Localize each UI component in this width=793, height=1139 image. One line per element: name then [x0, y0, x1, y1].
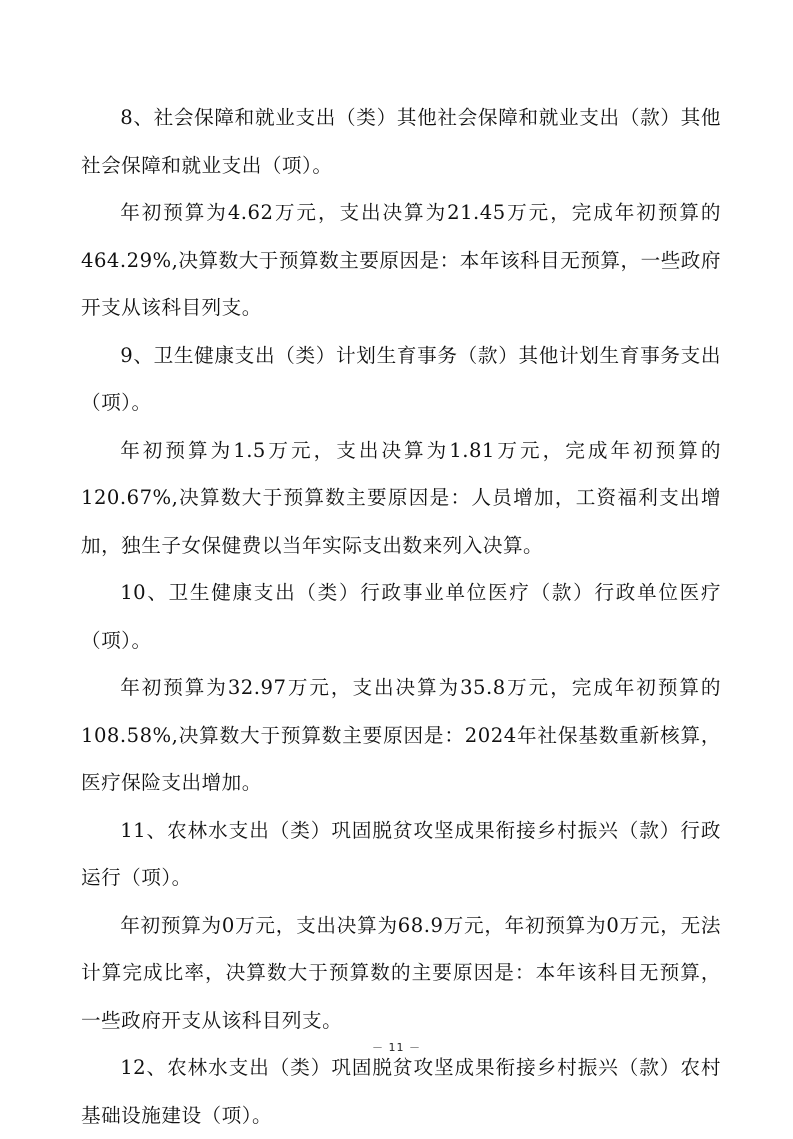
paragraph-item-8-body: 年初预算为4.62万元，支出决算为21.45万元，完成年初预算的464.29%,决算数大于预算数主要原因是：本年该科目无预算，一些政府开支从该科目列支。	[81, 201, 721, 319]
paragraph-item-9-heading: 9、卫生健康支出（类）计划生育事务（款）其他计划生育事务支出（项）。	[81, 343, 721, 414]
paragraph-item-11-heading: 11、农林水支出（类）巩固脱贫攻坚成果衔接乡村振兴（款）行政运行（项）。	[81, 818, 721, 889]
page-number: － 11 －	[372, 1041, 421, 1054]
paragraph-item-8-heading: 8、社会保障和就业支出（类）其他社会保障和就业支出（款）其他社会保障和就业支出（项）。	[81, 106, 721, 177]
paragraph-item-10-body: 年初预算为32.97万元，支出决算为35.8万元，完成年初预算的108.58%,决算数大于预算数主要原因是：2024年社保基数重新核算，医疗保险支出增加。	[81, 676, 721, 794]
paragraph-item-10-heading: 10、卫生健康支出（类）行政事业单位医疗（款）行政单位医疗（项）。	[81, 581, 721, 652]
document-body	[81, 94, 721, 1139]
paragraph-item-12-heading: 12、农林水支出（类）巩固脱贫攻坚成果衔接乡村振兴（款）农村基础设施建设（项）。	[81, 1056, 721, 1127]
paragraph-item-9-body: 年初预算为1.5万元，支出决算为1.81万元，完成年初预算的120.67%,决算数大于预算数主要原因是：人员增加，工资福利支出增加，独生子女保健费以当年实际支出数来列入决算。	[81, 438, 721, 557]
paragraph-item-11-body: 年初预算为0万元，支出决算为68.9万元，年初预算为0万元，无法计算完成比率，决算数大于预算数的主要原因是：本年该科目无预算，一些政府开支从该科目列支。	[81, 913, 721, 1032]
